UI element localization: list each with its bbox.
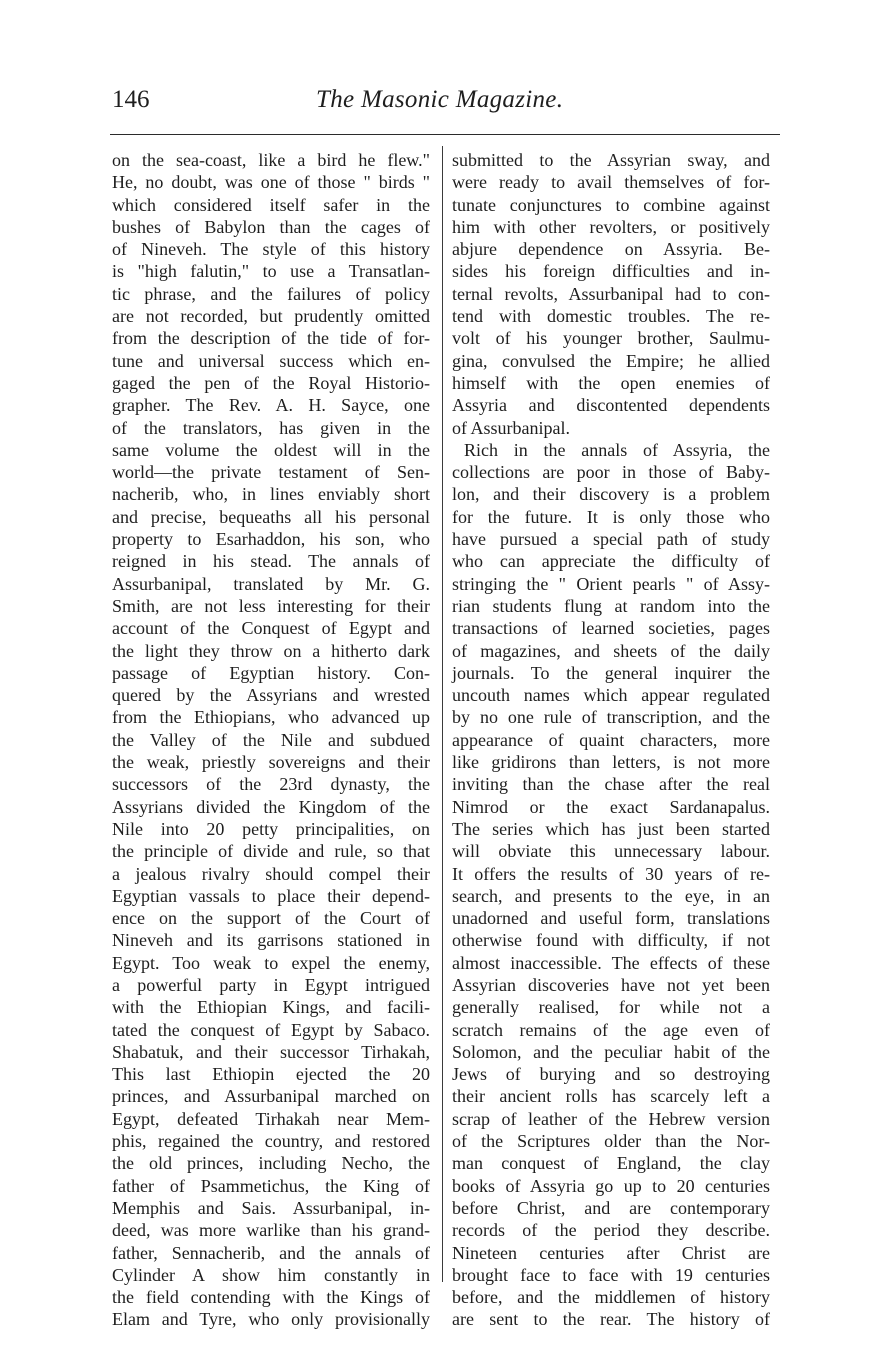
text-line: ternal revolts, Assurbanipal had to con- — [452, 283, 770, 304]
text-line: successors of the 23rd dynasty, the — [112, 774, 430, 795]
text-line: tend with domestic troubles. The re- — [452, 306, 770, 327]
text-line: bushes of Babylon than the cages of — [112, 216, 430, 237]
text-line: same volume the oldest will in the — [112, 439, 430, 460]
header-rule — [110, 134, 780, 135]
text-line: Egypt. Too weak to expel the enemy, — [112, 952, 430, 973]
text-line: Memphis and Sais. Assurbanipal, in- — [112, 1197, 430, 1218]
text-line: tune and universal success which en- — [112, 350, 430, 371]
text-line: almost inaccessible. The effects of these — [452, 952, 770, 973]
text-line: before Christ, and are contemporary — [452, 1197, 770, 1218]
text-line: tunate conjunctures to combine against — [452, 194, 770, 215]
text-line: Assyrian discoveries have not yet been — [452, 974, 770, 995]
text-line: ence on the support of the Court of — [112, 908, 430, 929]
text-line: him with other revolters, or positively — [452, 216, 770, 237]
text-line: search, and presents to the eye, in an — [452, 885, 770, 906]
text-line: Assurbanipal, translated by Mr. G. — [112, 573, 430, 594]
text-line: submitted to the Assyrian sway, and — [452, 150, 770, 170]
text-line: is "high falutin," to use a Transatlan- — [112, 261, 430, 282]
text-line: the Valley of the Nile and subdued — [112, 729, 430, 750]
text-line: with the Ethiopian Kings, and facili- — [112, 997, 430, 1018]
text-line: unadorned and useful form, translations — [452, 908, 770, 929]
text-line: rian students flung at random into the — [452, 595, 770, 616]
text-line: by no one rule of transcription, and the — [452, 707, 770, 728]
text-line: Cylinder A show him constantly in — [112, 1264, 430, 1285]
text-line: generally realised, for while not a — [452, 997, 770, 1018]
text-line: for the future. It is only those who — [452, 506, 770, 527]
text-line: otherwise found with difficulty, if not — [452, 930, 770, 951]
text-line: scratch remains of the age even of — [452, 1019, 770, 1040]
text-line: gina, convulsed the Empire; he allied — [452, 350, 770, 371]
text-line: of the translators, has given in the — [112, 417, 430, 438]
text-line: scrap of leather of the Hebrew version — [452, 1108, 770, 1129]
text-line: reigned in his stead. The annals of — [112, 551, 430, 572]
text-line: Egypt, defeated Tirhakah near Mem- — [112, 1108, 430, 1129]
text-line: Nineteen centuries after Christ are — [452, 1242, 770, 1263]
left-column — [112, 149, 430, 1330]
text-line: who can appreciate the difficulty of — [452, 551, 770, 572]
text-line: transactions of learned societies, pages — [452, 618, 770, 639]
text-line: Assyrians divided the Kingdom of the — [112, 796, 430, 817]
text-line: abjure dependence on Assyria. Be- — [452, 239, 770, 260]
text-line: books of Assyria go up to 20 centuries — [452, 1175, 770, 1196]
text-line: on the sea-coast, like a bird he flew." — [112, 150, 430, 170]
text-line: world—the private testament of Sen- — [112, 462, 430, 483]
text-line: Egyptian vassals to place their depend- — [112, 885, 430, 906]
text-line: the principle of divide and rule, so that — [112, 841, 430, 862]
text-line: passage of Egyptian history. Con- — [112, 662, 430, 683]
text-line: their ancient rolls has scarcely left a — [452, 1086, 770, 1107]
text-line: appearance of quaint characters, more — [452, 729, 770, 750]
text-line: and precise, bequeaths all his personal — [112, 506, 430, 527]
text-line: account of the Conquest of Egypt and — [112, 618, 430, 639]
text-line: the old princes, including Necho, the — [112, 1153, 430, 1174]
text-line: were ready to avail themselves of for- — [452, 172, 770, 193]
text-line: It offers the results of 30 years of re- — [452, 863, 770, 884]
right-column — [452, 149, 770, 1330]
text-line: The series which has just been started — [452, 818, 770, 839]
text-line: uncouth names which appear regulated — [452, 685, 770, 706]
text-line: phis, regained the country, and restored — [112, 1131, 430, 1152]
text-line: which considered itself safer in the — [112, 194, 430, 215]
text-line: Elam and Tyre, who only provisionally — [112, 1309, 430, 1330]
text-line: brought face to face with 19 centuries — [452, 1264, 770, 1285]
text-line: a jealous rivalry should compel their — [112, 863, 430, 884]
page-number: 146 — [112, 86, 150, 113]
text-line: volt of his younger brother, Saulmu- — [452, 328, 770, 349]
text-line: man conquest of England, the clay — [452, 1153, 770, 1174]
text-line: tated the conquest of Egypt by Sabaco. — [112, 1019, 430, 1040]
text-line: of Nineveh. The style of this history — [112, 239, 430, 260]
page-header — [112, 86, 780, 130]
text-line: Nile into 20 petty principalities, on — [112, 818, 430, 839]
text-line: Smith, are not less interesting for their — [112, 595, 430, 616]
text-line: princes, and Assurbanipal marched on — [112, 1086, 430, 1107]
running-title: The Masonic Magazine. — [316, 86, 564, 113]
text-line: inviting than the chase after the real — [452, 774, 770, 795]
text-line: Jews of burying and so destroying — [452, 1064, 770, 1085]
text-line: are sent to the rear. The history of — [452, 1309, 770, 1330]
text-line: the light they throw on a hitherto dark — [112, 640, 430, 661]
text-line: lon, and their discovery is a problem — [452, 484, 770, 505]
text-line: a powerful party in Egypt intrigued — [112, 974, 430, 995]
text-line: will obviate this unnecessary labour. — [452, 841, 770, 862]
text-line: have pursued a special path of study — [452, 529, 770, 550]
text-line: of magazines, and sheets of the daily — [452, 640, 770, 661]
text-line: records of the period they describe. — [452, 1220, 770, 1241]
text-line: from the description of the tide of for- — [112, 328, 430, 349]
text-line: tic phrase, and the failures of policy — [112, 283, 430, 304]
text-line: are not recorded, but prudently omitted — [112, 306, 430, 327]
text-line: This last Ethiopin ejected the 20 — [112, 1064, 430, 1085]
text-line: gaged the pen of the Royal Historio- — [112, 372, 430, 393]
text-line: He, no doubt, was one of those " birds " — [112, 172, 430, 193]
text-line: Nineveh and its garrisons stationed in — [112, 930, 430, 951]
text-line: father of Psammetichus, the King of — [112, 1175, 430, 1196]
text-line: Solomon, and the peculiar habit of the — [452, 1041, 770, 1062]
text-line: like gridirons than letters, is not more — [452, 752, 770, 773]
text-line: of Assurbanipal. — [452, 417, 570, 438]
text-line: sides his foreign difficulties and in- — [452, 261, 770, 282]
text-line: journals. To the general inquirer the — [452, 662, 770, 683]
text-line: deed, was more warlike than his grand- — [112, 1220, 430, 1241]
text-line: the weak, priestly sovereigns and their — [112, 752, 430, 773]
text-line: himself with the open enemies of — [452, 372, 770, 393]
text-line: stringing the " Orient pearls " of Assy- — [452, 573, 770, 594]
text-line: before, and the middlemen of history — [452, 1287, 770, 1308]
text-line: Nimrod or the exact Sardanapalus. — [452, 796, 770, 817]
text-line: Rich in the annals of Assyria, the — [464, 439, 770, 460]
text-line: Shabatuk, and their successor Tirhakah, — [112, 1041, 430, 1062]
text-line: of the Scriptures older than the Nor- — [452, 1131, 770, 1152]
text-line: grapher. The Rev. A. H. Sayce, one — [112, 395, 430, 416]
text-line: nacherib, who, in lines enviably short — [112, 484, 430, 505]
text-line: Assyria and discontented dependents — [452, 395, 770, 416]
text-line: from the Ethiopians, who advanced up — [112, 707, 430, 728]
column-divider — [442, 146, 443, 1282]
text-line: property to Esarhaddon, his son, who — [112, 529, 430, 550]
text-line: father, Sennacherib, and the annals of — [112, 1242, 430, 1263]
text-line: quered by the Assyrians and wrested — [112, 685, 430, 706]
text-line: the field contending with the Kings of — [112, 1287, 430, 1308]
text-line: collections are poor in those of Baby- — [452, 462, 770, 483]
